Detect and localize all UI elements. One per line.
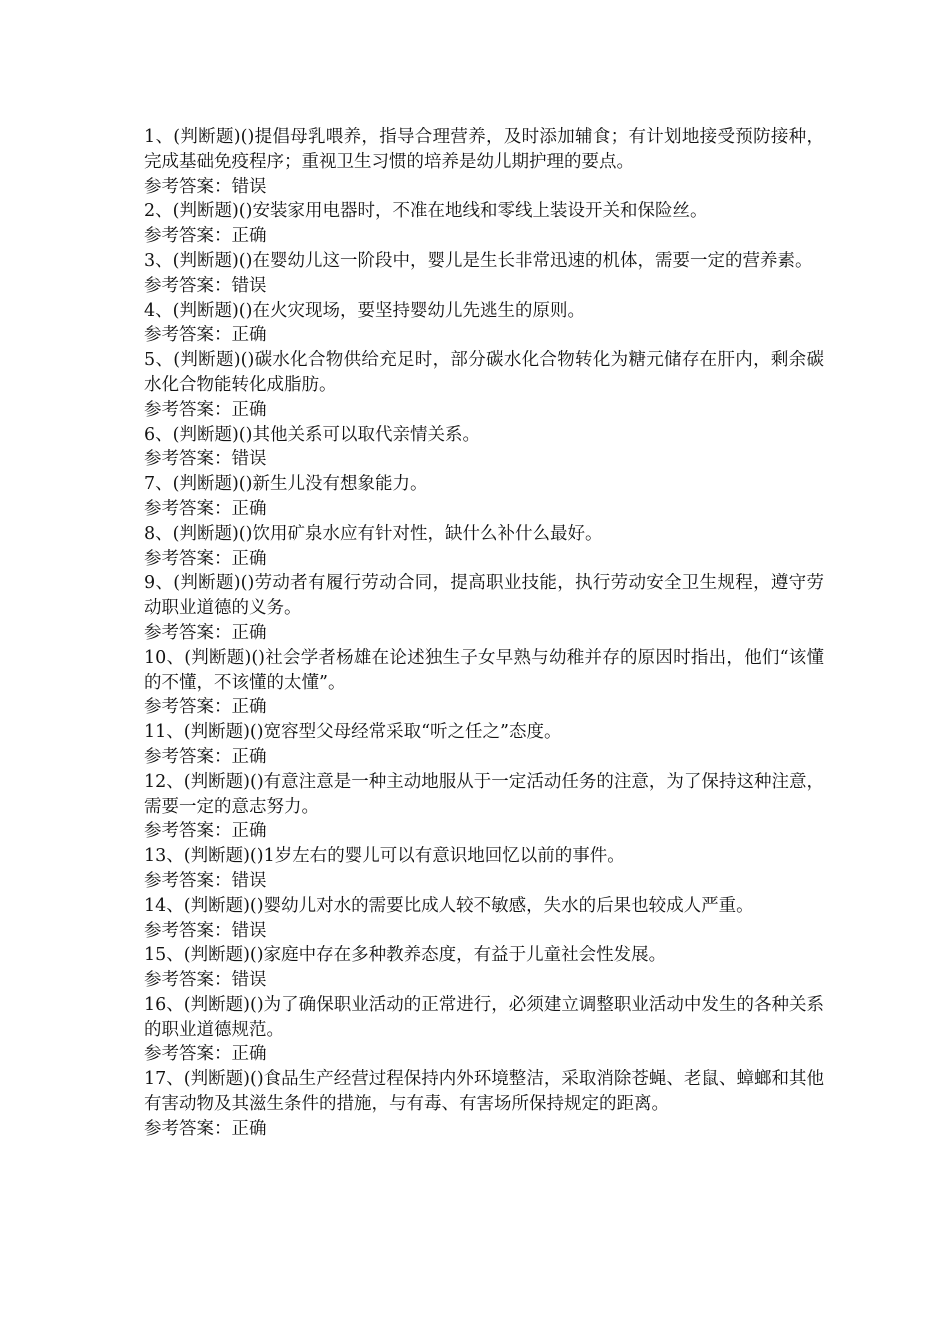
question-text: 5、(判断题)()碳水化合物供给充足时，部分碳水化合物转化为糖元储存在肝内，剩余碳水化合物能转化成脂肪。 (144, 350, 824, 395)
answer-value: 正确 (231, 1118, 267, 1139)
question-text: 12、(判断题)()有意注意是一种主动地服从于一定活动任务的注意，为了保持这种注意，需要一定的意志努力。 (144, 771, 824, 817)
answer-value: 正确 (231, 548, 267, 569)
answer-line (144, 745, 824, 770)
question-text: 4、(判断题)()在火灾现场，要坚持婴幼儿先逃生的原则。 (144, 300, 585, 321)
answer-label: 参考答案： (144, 325, 232, 346)
answer-label: 参考答案： (144, 746, 232, 767)
question-text: 3、(判断题)()在婴幼儿这一阶段中，婴儿是生长非常迅速的机体，需要一定的营养素。 (144, 250, 813, 271)
question-text: 13、(判断题)()1岁左右的婴儿可以有意识地回忆以前的事件。 (144, 846, 625, 867)
answer-label: 参考答案： (144, 821, 232, 842)
answer-value: 错误 (231, 176, 267, 197)
answer-label: 参考答案： (144, 870, 232, 891)
question-text: 7、(判断题)()新生儿没有想象能力。 (144, 474, 428, 495)
question-item-7 (144, 472, 824, 522)
answer-label: 参考答案： (144, 697, 232, 718)
answer-label: 参考答案： (144, 1044, 232, 1065)
answer-value: 正确 (231, 226, 267, 247)
answer-line (144, 919, 824, 944)
question-text: 11、(判断题)()宽容型父母经常采取“听之任之”态度。 (144, 722, 562, 743)
answer-line (144, 968, 824, 993)
answer-line (144, 447, 824, 472)
answer-line (144, 1042, 824, 1067)
answer-line (144, 547, 824, 572)
answer-line (144, 224, 824, 249)
question-text: 14、(判断题)()婴幼儿对水的需要比成人较不敏感，失水的后果也较成人严重。 (144, 895, 754, 916)
answer-label: 参考答案： (144, 275, 232, 296)
answer-label: 参考答案： (144, 548, 232, 569)
answer-value: 正确 (231, 821, 267, 842)
question-item-17 (144, 1067, 824, 1141)
question-text: 9、(判断题)()劳动者有履行劳动合同，提高职业技能，执行劳动安全卫生规程，遵守劳动职业道德的义务。 (144, 573, 824, 619)
question-text: 8、(判断题)()饮用矿泉水应有针对性，缺什么补什么最好。 (144, 523, 603, 544)
question-text: 1、(判断题)()提倡母乳喂养，指导合理营养，及时添加辅食；有计划地接受预防接种，完成基础免疫程序；重视卫生习惯的培养是幼儿期护理的要点。 (144, 127, 824, 172)
question-text: 15、(判断题)()家庭中存在多种教养态度，有益于儿童社会性发展。 (144, 945, 667, 966)
answer-line (144, 621, 824, 646)
answer-value: 正确 (231, 325, 267, 346)
answer-line (144, 1117, 824, 1142)
question-item-16 (144, 993, 824, 1067)
answer-label: 参考答案： (144, 226, 232, 247)
question-item-10 (144, 646, 824, 720)
question-item-4 (144, 299, 824, 349)
answer-line (144, 398, 824, 423)
question-item-15 (144, 943, 824, 993)
answer-label: 参考答案： (144, 449, 232, 470)
answer-line (144, 497, 824, 522)
document-page (144, 125, 824, 1142)
question-text: 10、(判断题)()社会学者杨雄在论述独生子女早熟与幼稚并存的原因时指出，他们“该懂的不懂，不该懂的太懂”。 (144, 647, 824, 693)
question-item-13 (144, 844, 824, 894)
answer-value: 错误 (231, 920, 267, 941)
answer-label: 参考答案： (144, 1118, 232, 1139)
answer-value: 正确 (231, 746, 267, 767)
question-text: 6、(判断题)()其他关系可以取代亲情关系。 (144, 424, 480, 445)
question-item-12 (144, 770, 824, 844)
answer-value: 错误 (231, 275, 267, 296)
answer-label: 参考答案： (144, 970, 232, 991)
answer-value: 正确 (231, 1044, 267, 1065)
answer-value: 正确 (231, 697, 267, 718)
question-item-11 (144, 720, 824, 770)
answer-label: 参考答案： (144, 176, 232, 197)
answer-line (144, 323, 824, 348)
answer-line (144, 869, 824, 894)
answer-value: 正确 (231, 498, 267, 519)
answer-line (144, 695, 824, 720)
answer-line (144, 274, 824, 299)
answer-value: 正确 (231, 622, 267, 643)
question-item-6 (144, 423, 824, 473)
answer-value: 错误 (231, 449, 267, 470)
answer-label: 参考答案： (144, 622, 232, 643)
question-item-9 (144, 571, 824, 645)
question-text: 17、(判断题)()食品生产经营过程保持内外环境整洁，采取消除苍蝇、老鼠、蟑螂和其他有害动物及其滋生条件的措施，与有毒、有害场所保持规定的距离。 (144, 1069, 824, 1115)
question-item-3 (144, 249, 824, 299)
question-item-8 (144, 522, 824, 572)
question-text: 16、(判断题)()为了确保职业活动的正常进行，必须建立调整职业活动中发生的各种关系的职业道德规范。 (144, 994, 824, 1040)
question-item-2 (144, 199, 824, 249)
answer-line (144, 819, 824, 844)
question-item-14 (144, 894, 824, 944)
question-item-5 (144, 348, 824, 422)
answer-label: 参考答案： (144, 920, 232, 941)
question-text: 2、(判断题)()安装家用电器时，不准在地线和零线上装设开关和保险丝。 (144, 201, 708, 222)
answer-label: 参考答案： (144, 498, 232, 519)
answer-value: 正确 (231, 399, 267, 420)
answer-line (144, 175, 824, 200)
answer-label: 参考答案： (144, 399, 232, 420)
answer-value: 错误 (231, 870, 267, 891)
answer-value: 错误 (231, 970, 267, 991)
question-item-1 (144, 125, 824, 199)
